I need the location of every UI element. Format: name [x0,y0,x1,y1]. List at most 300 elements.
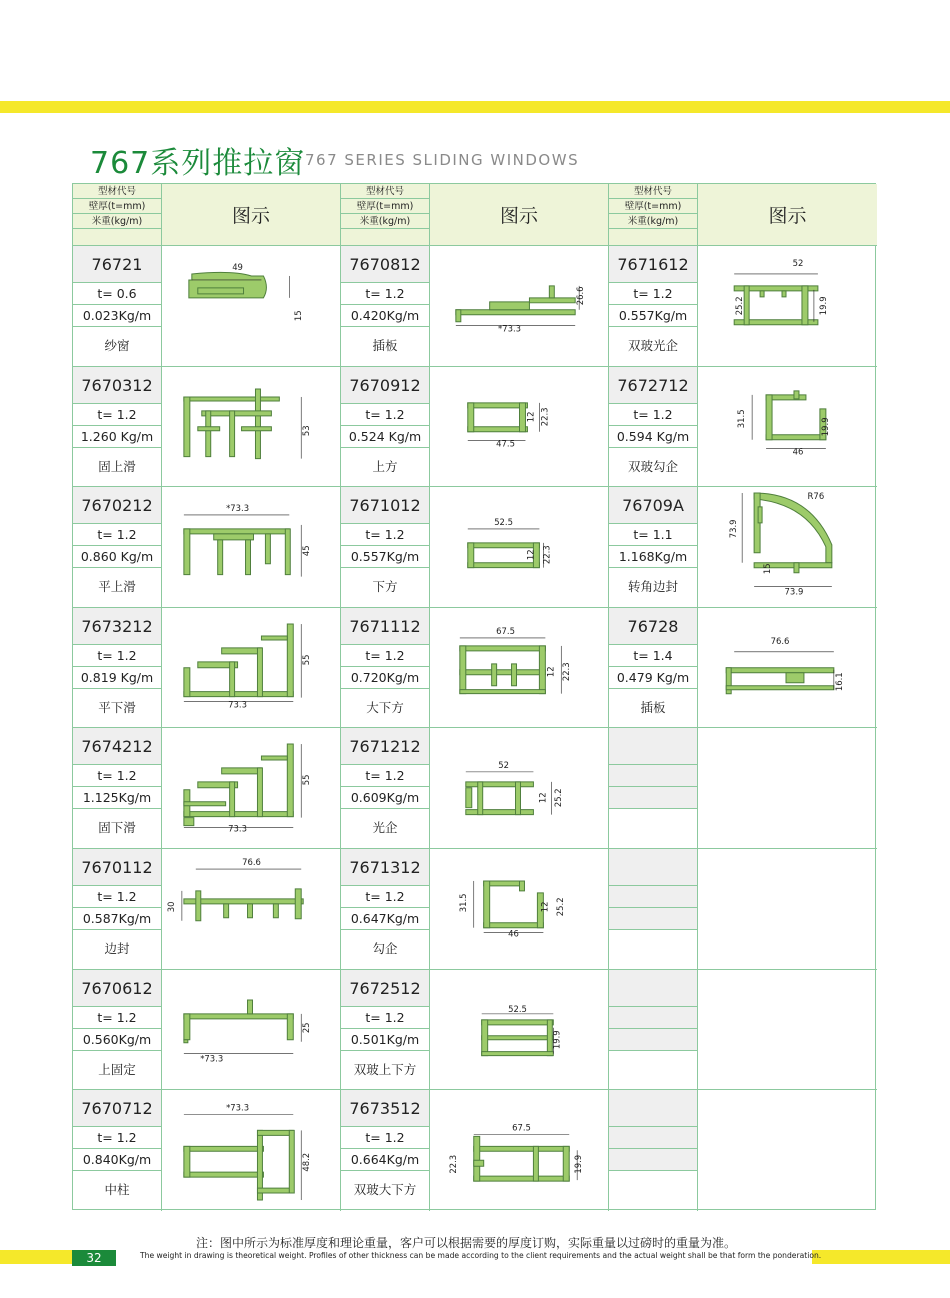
header-meta-label: 型材代号 [341,184,429,199]
profile-outline [474,1176,569,1181]
dimension-label: *73.3 [226,1102,250,1113]
dimension-label: 15 [293,310,304,322]
profile-outline [466,788,472,808]
profile-outline [257,768,262,817]
header-meta-label: 壁厚(t=mm) [609,199,697,214]
wall-thickness: t= 1.2 [341,645,429,667]
profile-outline [184,818,194,826]
profile-outline [482,1051,554,1055]
header-meta-label: 壁厚(t=mm) [341,199,429,214]
profile-outline [184,802,226,806]
profile-code [609,970,697,1007]
profile-outline [184,529,289,534]
profile-sketch [162,608,340,728]
wall-thickness: t= 1.1 [609,524,697,546]
dimension-label: 12 [525,411,536,422]
profile-outline [287,624,293,697]
meter-weight: 0.587Kg/m [73,908,161,930]
profile-sketch [430,728,608,848]
profile-outline [468,543,540,548]
meter-weight: 0.501Kg/m [341,1029,429,1051]
meter-weight: 1.125Kg/m [73,787,161,809]
dimension-label: 46 [508,928,519,939]
profile-sketch [698,608,877,728]
dimension-label: 52.5 [494,517,513,528]
profile-outline [246,540,251,575]
profile-code: 76721 [73,246,161,283]
dimension-label: 52 [498,760,509,771]
dimension-label: 55 [301,774,312,786]
profile-info [73,849,162,970]
profile-outline [184,1013,190,1039]
profile-sketch [430,1090,608,1211]
profile-info [609,608,698,729]
meter-weight: 1.168Kg/m [609,546,697,568]
profile-name: 大下方 [366,699,404,715]
header-meta-label: 米重(kg/m) [341,214,429,229]
profile-outline [184,668,190,697]
profile-name: 插板 [372,338,398,353]
wall-thickness: t= 1.2 [609,404,697,426]
meter-weight: 0.720Kg/m [341,667,429,689]
profile-outline [248,904,253,918]
profile-info [341,367,430,488]
profile-outline [563,1147,569,1182]
profile-outline [466,782,534,787]
profile-outline [474,1137,480,1182]
dimension-label: 53 [301,424,312,436]
dimension-label: 25.2 [734,296,745,316]
wall-thickness: t= 0.6 [73,283,161,305]
meter-weight: 0.819 Kg/m [73,667,161,689]
profile-info [341,487,430,608]
profile-sketch [430,246,608,366]
profile-outline [529,298,575,303]
header-meta-label: 型材代号 [73,184,161,199]
profile-outline [257,1188,293,1193]
footnote-en: The weight in drawing is theoretical weight. Profiles of other thickness can be made according to the client requirements and the actual weight shall be that form the ponderation. [140,1251,822,1260]
profile-sketch [430,367,608,487]
profile-drawing [698,487,877,608]
profile-name: 固上滑 [98,458,136,474]
profile-outline [261,756,287,760]
profile-sketch [162,728,340,848]
header-meta-label: 米重(kg/m) [609,214,697,229]
profile-drawing [162,608,341,729]
profile-sketch [698,246,877,366]
dimension-label: 47.5 [496,438,515,449]
profile-outline [490,302,530,310]
profile-name: 上固定 [98,1061,136,1077]
profile-outline [184,529,190,575]
meter-weight: 0.023Kg/m [73,305,161,327]
profile-drawing [430,367,609,488]
profile-code [609,1090,697,1127]
profile-code: 7673512 [341,1090,429,1127]
meter-weight: 0.594 Kg/m [609,426,697,448]
dimension-label: 19.9 [819,416,830,436]
profile-outline [726,668,834,673]
dimension-label: 25 [301,1022,312,1033]
profile-outline [287,1013,293,1039]
profile-outline [289,1131,294,1194]
header-meta-label: 壁厚(t=mm) [73,199,161,214]
profile-outline [549,286,554,298]
profile-code: 76709A [609,487,697,524]
profile-info [73,246,162,367]
dimension-label: *73.3 [226,503,250,514]
profile-sketch [162,246,340,366]
meter-weight: 0.860 Kg/m [73,546,161,568]
profile-outline [468,543,474,568]
profile-name: 插板 [640,699,666,715]
profile-name: 平上滑 [98,579,136,595]
profile-outline [744,286,749,325]
wall-thickness: t= 1.2 [73,524,161,546]
header-meta-label: 型材代号 [609,184,697,199]
profile-outline [198,288,244,294]
profile-drawing [698,246,877,367]
meter-weight: 1.260 Kg/m [73,426,161,448]
dimension-label: 26.6 [575,286,586,306]
profile-name: 双玻勾企 [627,458,678,474]
dimension-label: 22.3 [561,662,572,681]
profile-info [609,367,698,488]
profile-table [72,183,876,1210]
profile-outline [478,782,483,815]
profile-code: 7672712 [609,367,697,404]
meter-weight: 0.479 Kg/m [609,667,697,689]
dimension-label: 76.6 [242,857,261,868]
profile-outline [484,881,490,928]
profile-outline [265,534,270,564]
profile-drawing [430,608,609,729]
profile-drawing [430,728,609,849]
profile-code: 7671612 [609,246,697,283]
profile-outline [184,1013,293,1018]
dimension-label: 19.9 [573,1155,584,1174]
profile-outline [224,904,229,918]
profile-sketch [162,970,340,1090]
dimension-label: 22.3 [539,407,550,426]
dimension-label: 67.5 [496,625,515,636]
dimension-label: 76.6 [770,635,790,646]
profile-code: 7670712 [73,1090,161,1127]
dimension-label: 55 [301,654,312,666]
profile-outline [184,1039,188,1042]
profile-code [609,728,697,765]
profile-code: 7671112 [341,608,429,645]
profile-outline [474,1160,484,1166]
profile-outline [802,286,808,325]
profile-outline [273,904,278,918]
dimension-label: 45 [301,545,312,557]
dimension-label: 49 [232,261,243,272]
profile-info [73,1090,162,1211]
dimension-label: 12 [545,666,556,677]
dimension-label: 30 [165,901,176,913]
page-number: 32 [72,1250,116,1266]
profile-info [609,970,698,1091]
profile-outline [482,1019,488,1055]
profile-drawing [698,1090,877,1211]
profile-drawing [162,970,341,1091]
profile-code: 7670912 [341,367,429,404]
profile-outline [257,1131,293,1136]
profile-outline [206,410,211,456]
profile-info [73,367,162,488]
wall-thickness: t= 1.2 [341,283,429,305]
dimension-label: *73.3 [498,323,522,334]
profile-outline [460,670,546,675]
profile-outline [512,664,517,686]
dimension-label: 48.2 [301,1153,312,1172]
profile-name: 双玻大下方 [353,1182,417,1198]
dimension-label: 22.3 [541,545,552,565]
profile-sketch [162,1090,340,1211]
profile-sketch [698,487,877,607]
meter-weight: 0.557Kg/m [609,305,697,327]
profile-outline [460,689,546,693]
profile-sketch [430,487,608,607]
profile-code: 7673212 [73,608,161,645]
profile-outline [760,291,764,297]
dimension-label: 73.3 [228,823,247,834]
profile-name: 纱窗 [104,338,130,353]
wall-thickness: t= 1.2 [73,645,161,667]
profile-name: 上方 [372,458,398,474]
profile-code: 7671012 [341,487,429,524]
profile-code: 7671212 [341,728,429,765]
wall-thickness: t= 1.2 [341,765,429,787]
profile-code: 7670112 [73,849,161,886]
profile-name: 双玻光企 [627,338,678,353]
top-yellow-band [0,101,950,113]
profile-outline [460,646,466,694]
profile-drawing [162,728,341,849]
profile-outline [222,648,262,654]
profile-outline [261,636,287,640]
wall-thickness: t= 1.2 [341,524,429,546]
profile-outline [198,426,220,430]
profile-info [73,487,162,608]
profile-info [609,246,698,367]
profile-outline [766,394,772,439]
profile-outline [482,1035,554,1039]
profile-sketch [430,608,608,728]
profile-info [341,246,430,367]
profile-code: 7670312 [73,367,161,404]
profile-outline [184,1147,190,1178]
profile-outline [758,507,762,523]
dimension-label: 12 [539,901,550,913]
dimension-label: 52.5 [508,1003,527,1014]
wall-thickness: t= 1.2 [73,765,161,787]
dimension-label: 52 [792,257,804,268]
profile-name: 固下滑 [98,820,136,836]
profile-drawing [430,487,609,608]
header-figure: 图示 [162,184,341,246]
profile-code: 7671312 [341,849,429,886]
profile-name: 平下滑 [98,699,136,715]
profile-outline [184,691,293,696]
meter-weight: 0.840Kg/m [73,1149,161,1171]
dimension-label: 16.1 [833,672,844,691]
meter-weight: 0.647Kg/m [341,908,429,930]
profile-outline [202,410,272,415]
profile-outline [794,391,799,399]
profile-outline [468,403,528,408]
meter-weight: 0.664Kg/m [341,1149,429,1171]
profile-code: 7674212 [73,728,161,765]
profile-info [341,608,430,729]
profile-outline [533,1147,538,1182]
profile-drawing [162,849,341,970]
profile-outline [184,1172,264,1177]
profile-name: 光企 [372,820,398,836]
wall-thickness: t= 1.2 [341,1127,429,1149]
dimension-label: 46 [792,446,804,457]
profile-outline [248,1000,253,1014]
profile-drawing [698,608,877,729]
profile-outline [285,529,290,575]
dimension-label: 19.9 [817,296,828,316]
profile-outline [214,534,254,540]
profile-info [609,1090,698,1211]
profile-outline [516,782,521,815]
profile-code: 7672512 [341,970,429,1007]
dimension-label: 73.9 [728,519,739,539]
profile-drawing [698,728,877,849]
profile-info [73,728,162,849]
profile-sketch [162,487,340,607]
profile-outline [482,1019,554,1024]
profile-info [609,728,698,849]
header-meta [341,184,430,246]
profile-outline [468,563,540,568]
profile-outline [184,812,293,817]
profile-outline [782,291,786,297]
profile-name: 下方 [372,579,398,595]
profile-drawing [430,1090,609,1211]
profile-outline [295,889,301,919]
profile-sketch [162,849,340,969]
profile-outline [184,899,303,904]
profile-outline [242,426,272,430]
profile-outline [222,768,262,774]
profile-info [73,970,162,1091]
meter-weight: 0.609Kg/m [341,787,429,809]
profile-outline [230,782,235,817]
wall-thickness: t= 1.2 [73,886,161,908]
profile-outline [468,426,528,431]
profile-outline [230,662,235,697]
page-title: 767系列推拉窗 [90,146,306,181]
dimension-label: *73.3 [200,1053,224,1064]
profile-name: 边封 [104,941,130,956]
profile-code: 7670612 [73,970,161,1007]
profile-outline [484,923,544,928]
dimension-label: 25.2 [555,897,566,917]
dimension-label: 19.9 [551,1029,562,1049]
header-meta [609,184,698,246]
profile-drawing [162,246,341,367]
wall-thickness: t= 1.2 [73,1007,161,1029]
profile-outline [460,646,546,651]
profile-outline [474,1147,569,1152]
profile-info [341,728,430,849]
page-subtitle: 767 SERIES SLIDING WINDOWS [305,151,580,169]
profile-outline [184,397,279,401]
profile-name: 中柱 [104,1182,130,1198]
dimension-label: R76 [807,491,825,502]
dimension-label: 73.9 [784,586,804,597]
meter-weight: 0.420Kg/m [341,305,429,327]
profile-name: 勾企 [372,941,398,956]
dimension-label: 22.3 [447,1155,458,1174]
dimension-label: 25.2 [553,788,564,808]
profile-outline [184,1147,264,1152]
profile-info [73,608,162,729]
profile-drawing [162,367,341,488]
profile-info [609,849,698,970]
header-figure: 图示 [430,184,609,246]
wall-thickness: t= 1.2 [341,1007,429,1029]
wall-thickness: t= 1.2 [609,283,697,305]
profile-outline [456,310,575,315]
wall-thickness: t= 1.2 [341,404,429,426]
profile-code: 7670812 [341,246,429,283]
profile-drawing [430,849,609,970]
dimension-label: 12 [537,792,548,804]
wall-thickness: t= 1.2 [73,404,161,426]
dimension-label: 67.5 [512,1122,531,1133]
profile-name: 转角边封 [627,579,678,595]
profile-outline [456,310,461,322]
profile-code: 7670212 [73,487,161,524]
profile-outline [519,881,524,891]
meter-weight: 0.524 Kg/m [341,426,429,448]
dimension-label: 73.3 [228,699,247,710]
wall-thickness: t= 1.2 [341,886,429,908]
profile-info [341,849,430,970]
profile-info [609,487,698,608]
profile-drawing [162,487,341,608]
meter-weight: 0.557Kg/m [341,546,429,568]
profile-drawing [430,246,609,367]
profile-outline [218,540,223,575]
profile-outline [794,563,799,573]
profile-name: 双玻上下方 [353,1061,417,1077]
header-meta [73,184,162,246]
profile-outline [184,397,190,457]
wall-thickness: t= 1.2 [73,1127,161,1149]
profile-outline [468,403,474,432]
profile-drawing [430,970,609,1091]
dimension-label: 15 [762,563,773,575]
profile-code: 76728 [609,608,697,645]
profile-sketch [430,970,608,1090]
profile-outline [726,686,834,690]
profile-outline [492,664,497,686]
meter-weight: 0.560Kg/m [73,1029,161,1051]
header-meta-label: 米重(kg/m) [73,214,161,229]
profile-sketch [698,367,877,487]
profile-drawing [162,1090,341,1211]
footnote-cn: 注：图中所示为标准厚度和理论重量，客户可以根据需要的厚度订购，实际重量以过磅时的重量为准。 [196,1236,737,1250]
dimension-label: 12 [525,549,536,561]
profile-drawing [698,970,877,1091]
